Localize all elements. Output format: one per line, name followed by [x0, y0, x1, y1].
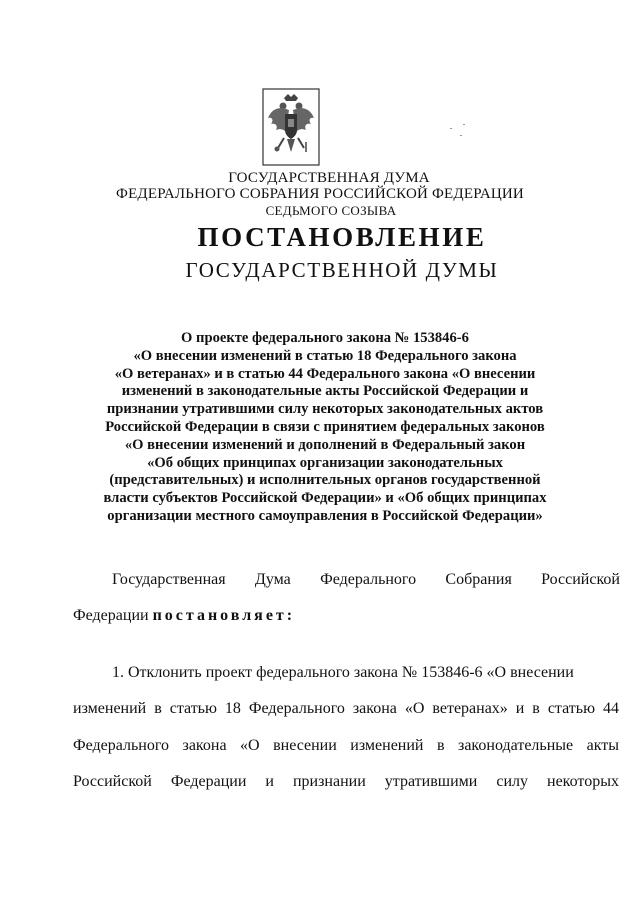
subject-line: организации местного самоуправления в Российской Федерации»	[107, 507, 543, 524]
subject-line: «Об общих принципах организации законодательных	[147, 454, 503, 471]
preamble-word: Федерации	[73, 607, 149, 624]
subject-line: признании утратившими силу некоторых законодательных актов	[106, 401, 544, 418]
item1-line-4	[73, 772, 619, 792]
item1-line-1: 1. Отклонить проект федерального закона № 153846-6 «О внесении	[112, 664, 574, 681]
document-type-title: ПОСТАНОВЛЕНИЕ	[197, 222, 487, 252]
subject-line: (представительных) и исполнительных органов государственной	[109, 472, 541, 489]
document-issuer: ГОСУДАРСТВЕННОЙ ДУМЫ	[185, 258, 499, 282]
item1-line-2: изменений в статью 18 Федерального закона «О ветеранах» и в статью 44	[73, 700, 619, 717]
subject-line: изменений в законодательные акты Российской Федерации и	[121, 383, 529, 400]
subject-line: О проекте федерального закона № 153846-6	[181, 330, 469, 346]
resolves-keyword: постановляет:	[152, 607, 296, 624]
coat-of-arms-emblem-icon	[262, 88, 320, 166]
item1-line-3: Федерального закона «О внесении изменений в законодательные акты	[73, 737, 619, 754]
scan-speck	[450, 128, 452, 129]
preamble-word: Собрания	[445, 571, 512, 588]
subject-line: власти субъектов Российской Федерации» и «Об общих принципах	[103, 490, 547, 507]
item1-word: некоторых	[547, 773, 619, 790]
scan-speck	[460, 135, 462, 136]
preamble-word: Федерального	[320, 571, 417, 588]
header-state-duma: ГОСУДАРСТВЕННАЯ ДУМА	[228, 170, 430, 186]
preamble-line-2	[73, 606, 295, 626]
subject-line: «О внесении изменений в статью 18 Федерального закона	[133, 347, 517, 364]
item1-word: утратившими	[384, 773, 478, 790]
scan-speck	[463, 124, 465, 125]
subject-line: Российской Федерации в связи с принятием федеральных законов	[105, 418, 545, 435]
resolution-subject	[75, 330, 575, 526]
subject-line: «О внесении изменений и дополнений в Федеральный закон	[124, 436, 526, 453]
preamble-line-1	[112, 570, 620, 590]
item1-word: силу	[496, 773, 528, 790]
preamble-word: Дума	[254, 571, 291, 588]
item1-word: Российской	[73, 773, 152, 790]
header-federal-assembly: ФЕДЕРАЛЬНОГО СОБРАНИЯ РОССИЙСКОЙ ФЕДЕРАЦИИ	[116, 186, 524, 202]
subject-line: «О ветеранах» и в статью 44 Федерального закона «О внесении	[114, 365, 536, 382]
item1-word: и	[265, 773, 274, 790]
preamble-word: Российской	[541, 571, 620, 588]
header-convocation: СЕДЬМОГО СОЗЫВА	[265, 203, 397, 218]
item1-word: признании	[292, 773, 366, 790]
preamble-word: Государственная	[112, 571, 226, 588]
item1-word: Федерации	[170, 773, 247, 790]
